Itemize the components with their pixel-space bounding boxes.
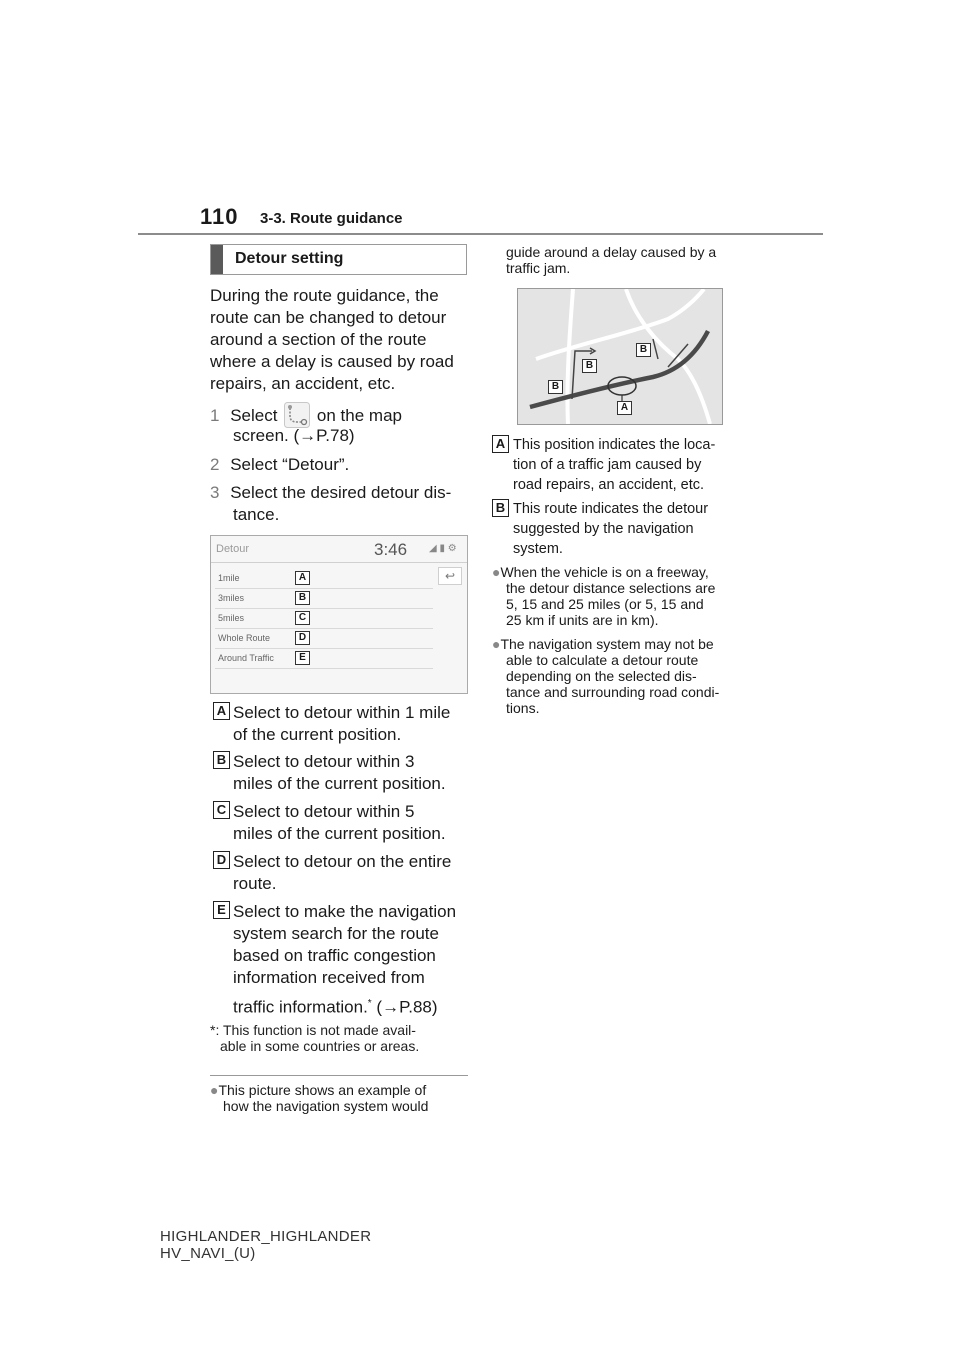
step-text: Select the desired detour dis- <box>230 483 452 502</box>
option-text: of the current position. <box>233 725 402 744</box>
callout-badge: E <box>295 651 310 665</box>
back-button[interactable]: ↩ <box>438 567 462 585</box>
step-text: on the map <box>316 406 402 425</box>
intro-line: repairs, an accident, etc. <box>210 374 396 393</box>
screen-clock: 3:46 <box>374 540 408 559</box>
bullet-icon: ● <box>210 1082 219 1098</box>
freeway-note <box>492 564 715 628</box>
header-divider <box>138 233 823 235</box>
arrow-glyph: → <box>299 426 317 445</box>
callout-badge: D <box>295 631 310 645</box>
footnote <box>210 1022 419 1054</box>
callout-badge: C <box>295 611 310 625</box>
legend-text: tion of a traffic jam caused by <box>513 457 702 473</box>
option-text: miles of the current position. <box>233 824 446 843</box>
screen-option-row[interactable] <box>215 628 433 649</box>
callout-e: E <box>213 901 230 919</box>
step-text: Select “Detour”. <box>230 455 350 474</box>
note-text: When the vehicle is on a freeway, <box>500 564 709 580</box>
callout-a: A <box>492 435 509 453</box>
bullet-icon: ● <box>492 564 501 580</box>
option-text: system search for the route <box>233 924 439 943</box>
option-text: route. <box>233 874 277 893</box>
note-text: how the navigation system would <box>223 1098 429 1114</box>
option-e-description <box>213 901 473 1019</box>
map-label-b: B <box>548 380 563 394</box>
option-a-description <box>213 702 473 746</box>
section-title: 3-3. Route guidance <box>260 210 403 227</box>
option-c-description <box>213 801 473 845</box>
screen-option-row[interactable] <box>215 608 433 629</box>
intro-paragraph <box>210 285 454 395</box>
legend-b <box>492 499 752 559</box>
intro-line: During the route guidance, the <box>210 286 439 305</box>
option-text: Select to detour within 1 mile <box>233 703 451 722</box>
legend-text: This route indicates the detour <box>513 501 709 517</box>
step-3 <box>210 482 451 526</box>
step-number: 2 <box>210 455 220 474</box>
option-text: Select to detour on the entire <box>233 852 452 871</box>
option-text: Select to detour within 3 <box>233 752 415 771</box>
footnote-line: able in some countries or areas. <box>220 1038 420 1054</box>
legend-text: suggested by the navigation <box>513 521 694 537</box>
screen-option-row[interactable] <box>215 568 433 589</box>
note-text: depending on the selected dis- <box>506 668 697 684</box>
note-text: the detour distance selections are <box>506 580 716 596</box>
note-text: tions. <box>506 700 540 716</box>
option-label: Whole Route <box>218 633 271 643</box>
footnote-marker: * <box>367 998 372 1009</box>
screen-title: Detour <box>216 543 250 555</box>
callout-b: B <box>492 499 509 517</box>
page-number: 110 <box>200 204 239 229</box>
detour-setting-heading: Detour setting <box>235 250 344 267</box>
intro-line: where a delay is caused by road <box>210 352 454 371</box>
step-1-cont <box>233 425 355 447</box>
option-text: information received from <box>233 968 425 987</box>
legend-text: road repairs, an accident, etc. <box>513 477 705 493</box>
screen-option-row[interactable] <box>215 648 433 669</box>
option-text: miles of the current position. <box>233 774 446 793</box>
option-label: 5miles <box>218 613 245 623</box>
bullet-icon: ● <box>492 636 501 652</box>
intro-line: route can be changed to detour <box>210 308 447 327</box>
note-text: traffic jam. <box>506 260 571 276</box>
note-text: 25 km if units are in km). <box>506 612 659 628</box>
callout-b: B <box>213 751 230 769</box>
screen-titlebar <box>211 536 467 563</box>
option-label: 3miles <box>218 593 245 603</box>
callout-badge: B <box>295 591 310 605</box>
option-label: 1mile <box>218 573 240 583</box>
footer-model-line: HIGHLANDER_HIGHLANDER <box>160 1228 372 1245</box>
step-text: screen. ( <box>233 426 300 445</box>
option-b-description <box>213 751 473 795</box>
step-number: 3 <box>210 483 220 502</box>
note-divider <box>210 1075 468 1076</box>
detour-map-illustration <box>517 288 723 425</box>
option-text: ( <box>371 997 383 1017</box>
callout-a: A <box>213 702 230 720</box>
note-text: guide around a delay caused by a <box>506 244 717 260</box>
legend-text: This position indicates the loca- <box>513 437 716 453</box>
picture-note-continued <box>506 244 716 276</box>
note-text: tance and surrounding road condi- <box>506 684 720 700</box>
note-text: able to calculate a detour route <box>506 652 699 668</box>
footnote-line: *: This function is not made avail- <box>210 1022 416 1038</box>
intro-line: around a section of the route <box>210 330 427 349</box>
callout-badge: A <box>295 571 310 585</box>
heading-tab-marker <box>211 245 223 274</box>
option-d-description <box>213 851 473 895</box>
option-text: Select to make the navigation <box>233 902 457 921</box>
legend-a <box>492 435 752 495</box>
step-2 <box>210 454 349 476</box>
arrow-glyph: → <box>382 997 400 1017</box>
note-text: 5, 15 and 25 miles (or 5, 15 and <box>506 596 704 612</box>
page-reference: P.88) <box>399 997 438 1017</box>
option-text: Select to detour within 5 <box>233 802 415 821</box>
callout-d: D <box>213 851 230 869</box>
map-label-b: B <box>582 359 597 373</box>
map-label-b: B <box>636 343 651 357</box>
screen-option-row[interactable] <box>215 588 433 609</box>
footer-doc-code: HV_NAVI_(U) <box>160 1245 256 1262</box>
note-text: The navigation system may not be <box>500 636 714 652</box>
step-text: Select <box>230 406 278 425</box>
step-text: tance. <box>233 505 280 524</box>
option-label: Around Traffic <box>218 653 274 663</box>
picture-note <box>210 1082 428 1114</box>
map-label-a: A <box>617 401 632 415</box>
option-text: traffic information. <box>233 997 368 1017</box>
detour-setting-heading-box <box>210 244 467 275</box>
callout-c: C <box>213 801 230 819</box>
note-text: This picture shows an example of <box>218 1082 427 1098</box>
calculation-note <box>492 636 719 716</box>
step-number: 1 <box>210 406 220 425</box>
status-icons: ◢ ▮ ⚙ <box>429 543 457 554</box>
detour-screen-illustration <box>210 535 468 694</box>
legend-text: system. <box>513 541 563 557</box>
option-text: based on traffic congestion <box>233 946 436 965</box>
page-reference: P.78) <box>316 426 355 445</box>
